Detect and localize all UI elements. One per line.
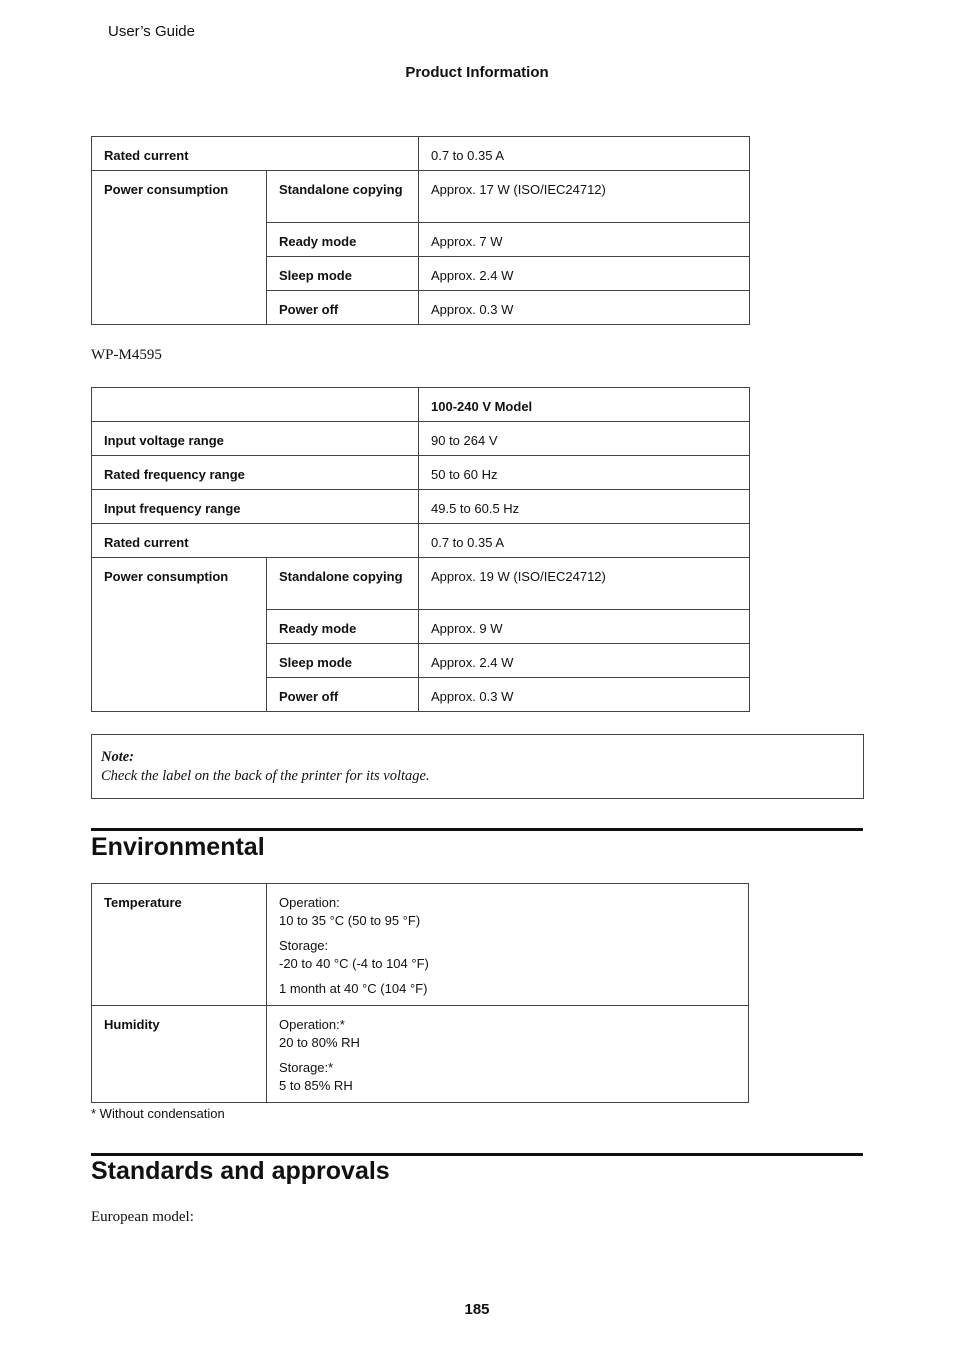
power-consumption-label: Power consumption — [92, 171, 267, 325]
temp-storage-label: Storage: — [279, 938, 329, 953]
mode-label: Power off — [267, 678, 419, 712]
rated-current-value: 0.7 to 0.35 A — [419, 137, 750, 171]
environmental-heading: Environmental — [91, 833, 265, 861]
mode-value: Approx. 7 W — [419, 223, 750, 257]
mode-label: Sleep mode — [267, 257, 419, 291]
mode-value: Approx. 2.4 W — [419, 257, 750, 291]
spec-row-label: Rated frequency range — [92, 456, 419, 490]
temperature-label: Temperature — [92, 884, 267, 1006]
standards-heading: Standards and approvals — [91, 1157, 390, 1185]
hum-storage-label: Storage:* — [279, 1060, 334, 1075]
mode-label: Sleep mode — [267, 644, 419, 678]
mode-label: Ready mode — [267, 223, 419, 257]
power-spec-table-1 — [91, 136, 750, 325]
temp-operation-value: 10 to 35 °C (50 to 95 °F) — [279, 913, 421, 928]
page-number: 185 — [464, 1301, 490, 1318]
hum-operation-value: 20 to 80% RH — [279, 1035, 360, 1050]
model-column-header: 100-240 V Model — [419, 388, 750, 422]
mode-value: Approx. 19 W (ISO/IEC24712) — [419, 558, 750, 610]
temp-storage-value: -20 to 40 °C (-4 to 104 °F) — [279, 956, 429, 971]
note-text: Check the label on the back of the printer for its voltage. — [101, 768, 430, 784]
mode-label: Standalone copying — [267, 558, 419, 610]
spec-row-value: 90 to 264 V — [419, 422, 750, 456]
running-header-guide-title: User’s Guide — [108, 23, 195, 40]
spec-row-value: 0.7 to 0.35 A — [419, 524, 750, 558]
section-divider — [91, 1153, 863, 1156]
spec-row-value: 49.5 to 60.5 Hz — [419, 490, 750, 524]
note-box — [91, 734, 864, 799]
temperature-values — [267, 884, 749, 1006]
power-consumption-label: Power consumption — [92, 558, 267, 712]
mode-value: Approx. 9 W — [419, 610, 750, 644]
mode-label: Ready mode — [267, 610, 419, 644]
note-title: Note: — [101, 749, 135, 765]
spec-row-value: 50 to 60 Hz — [419, 456, 750, 490]
section-divider — [91, 828, 863, 831]
mode-value: Approx. 17 W (ISO/IEC24712) — [419, 171, 750, 223]
european-model-label: European model: — [91, 1209, 194, 1225]
humidity-label: Humidity — [92, 1006, 267, 1103]
mode-label: Power off — [267, 291, 419, 325]
running-header-section-title: Product Information — [405, 64, 549, 81]
environmental-table — [91, 883, 749, 1103]
spec-row-label: Rated current — [92, 524, 419, 558]
temp-operation-label: Operation: — [279, 895, 340, 910]
model-name-label: WP-M4595 — [91, 347, 162, 363]
spec-row-label: Input frequency range — [92, 490, 419, 524]
spec-row-label: Input voltage range — [92, 422, 419, 456]
hum-storage-value: 5 to 85% RH — [279, 1078, 353, 1093]
mode-value: Approx. 0.3 W — [419, 678, 750, 712]
mode-value: Approx. 0.3 W — [419, 291, 750, 325]
hum-operation-label: Operation:* — [279, 1017, 345, 1032]
humidity-values — [267, 1006, 749, 1103]
rated-current-label: Rated current — [92, 137, 419, 171]
mode-label: Standalone copying — [267, 171, 419, 223]
power-spec-table-2 — [91, 387, 750, 712]
empty-header-cell — [92, 388, 419, 422]
footnote: * Without condensation — [91, 1106, 225, 1121]
temp-storage-note: 1 month at 40 °C (104 °F) — [279, 981, 428, 996]
mode-value: Approx. 2.4 W — [419, 644, 750, 678]
